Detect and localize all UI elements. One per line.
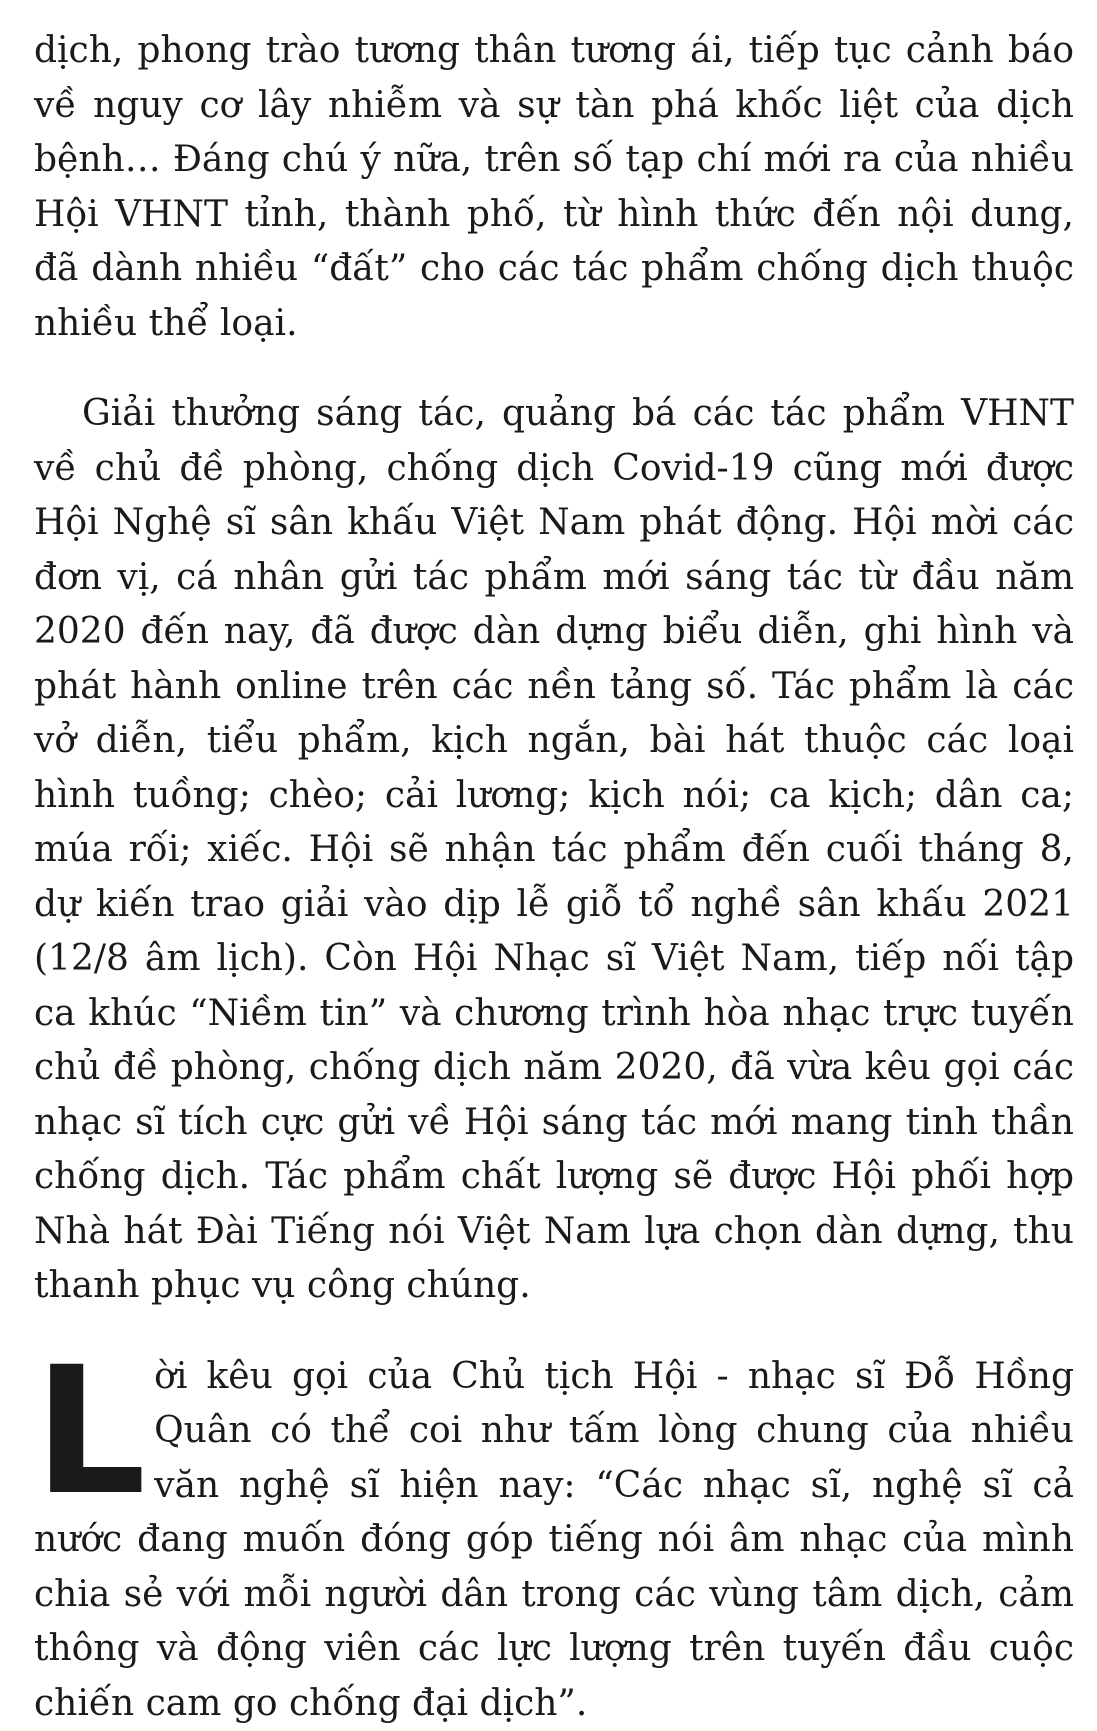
drop-cap: L [34,1356,146,1508]
article-body [34,24,1074,1731]
paragraph-continued: dịch, phong trào tương thân tương ái, tiếp tục cảnh báo về nguy cơ lây nhiễm và sự tàn phá khốc liệt của dịch bệnh… Đáng chú ý nữa, trên số tạp chí mới ra của nhiều Hội VHNT tỉnh, thành phố, từ hình thức đến nội dung, đã dành nhiều “đất” cho các tác phẩm chống dịch thuộc nhiều thể loại. [34,24,1074,351]
paragraph-quote [34,1350,1074,1731]
paragraph-spacer [34,351,1074,387]
paragraph-awards: Giải thưởng sáng tác, quảng bá các tác phẩm VHNT về chủ đề phòng, chống dịch Covid-19 cũng mới được Hội Nghệ sĩ sân khấu Việt Nam phát động. Hội mời các đơn vị, cá nhân gửi tác phẩm mới sáng tác từ đầu năm 2020 đến nay, đã được dàn dựng biểu diễn, ghi hình và phát hành online trên các nền tảng số. Tác phẩm là các vở diễn, tiểu phẩm, kịch ngắn, bài hát thuộc các loại hình tuồng; chèo; cải lương; kịch nói; ca kịch; dân ca; múa rối; xiếc. Hội sẽ nhận tác phẩm đến cuối tháng 8, dự kiến trao giải vào dịp lễ giỗ tổ nghề sân khấu 2021 (12/8 âm lịch). Còn Hội Nhạc sĩ Việt Nam, tiếp nối tập ca khúc “Niềm tin” và chương trình hòa nhạc trực tuyến chủ đề phòng, chống dịch năm 2020, đã vừa kêu gọi các nhạc sĩ tích cực gửi về Hội sáng tác mới mang tinh thần chống dịch. Tác phẩm chất lượng sẽ được Hội phối hợp Nhà hát Đài Tiếng nói Việt Nam lựa chọn dàn dựng, thu thanh phục vụ công chúng. [34,387,1074,1314]
paragraph-quote-text: ời kêu gọi của Chủ tịch Hội - nhạc sĩ Đỗ Hồng Quân có thể coi như tấm lòng chung của nhiều văn nghệ sĩ hiện nay: “Các nhạc sĩ, nghệ sĩ cả nước đang muốn đóng góp tiếng nói âm nhạc của mình chia sẻ với mỗi người dân trong các vùng tâm dịch, cảm thông và động viên các lực lượng trên tuyến đầu cuộc chiến cam go chống đại dịch”. [34,1356,1074,1724]
paragraph-spacer [34,1314,1074,1350]
